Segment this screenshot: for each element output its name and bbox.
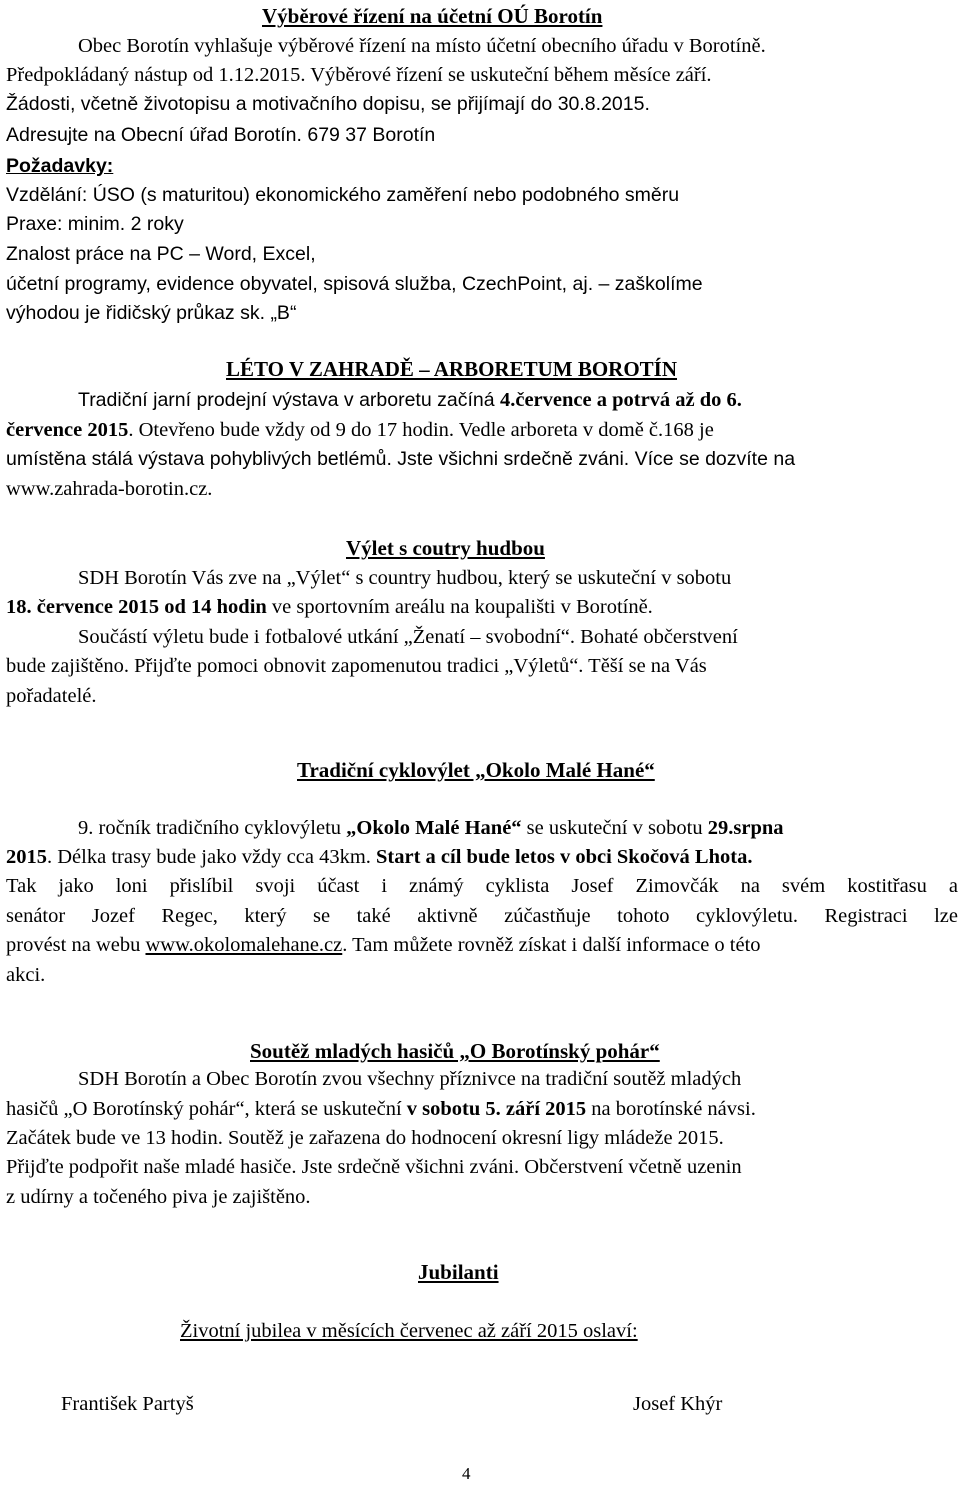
firefighters-line-1: SDH Borotín a Obec Borotín zvou všechny příznivce na tradiční soutěž mladých: [78, 1068, 742, 1090]
arboretum-website: www.zahrada-borotin.cz.: [6, 478, 213, 500]
section-title-cycling: Tradiční cyklovýlet „Okolo Malé Hané“: [297, 758, 655, 782]
arboretum-line-3: umístěna stálá výstava pohyblivých betlémů. Jste všichni srdečně zváni. Více se dozvíte na: [6, 448, 796, 470]
arboretum-line-1: [78, 388, 742, 412]
trip-date: 18. července 2015 od 14 hodin: [6, 596, 267, 618]
requirement-education: Vzdělání: ÚSO (s maturitou) ekonomického zaměření nebo podobného směru: [6, 184, 680, 206]
firefighters-line-5: z udírny a točeného piva je zajištěno.: [6, 1186, 311, 1208]
firefighters-line-3: Začátek bude ve 13 hodin. Soutěž je zařazena do hodnocení okresní ligy mládeže 2015.: [6, 1127, 724, 1149]
trip-line-1: SDH Borotín Vás zve na „Výlet“ s country hudbou, který se uskuteční v sobotu: [78, 567, 732, 589]
arboretum-line-2-text: . Otevřeno bude vždy od 9 do 17 hodin. Vedle arboreta v domě č.168 je: [128, 419, 714, 441]
trip-line-5: pořadatelé.: [6, 685, 97, 707]
firefighters-line-2-text-c: na borotínské návsi.: [586, 1098, 756, 1120]
cycling-line-1-text-a: 9. ročník tradičního cyklovýletu: [78, 817, 347, 839]
arboretum-dates-end: července 2015: [6, 419, 129, 441]
cycling-date: 29.srpna: [707, 817, 784, 839]
cycling-year: 2015: [6, 846, 47, 868]
cycling-website-link[interactable]: www.okolomalehane.cz: [145, 934, 343, 956]
cycling-line-5-text-a: provést na webu: [6, 934, 146, 956]
cycling-start-finish: Start a cíl bude letos v obci Skočová Lhota.: [376, 846, 753, 868]
job-text-line-4: Adresujte na Obecní úřad Borotín. 679 37 Borotín: [6, 124, 436, 146]
requirement-pc: Znalost práce na PC – Word, Excel,: [6, 243, 316, 265]
cycling-line-2: [6, 845, 752, 869]
section-title-firefighters: Soutěž mladých hasičů „O Borotínský pohár“: [250, 1039, 660, 1063]
section-title-arboretum: LÉTO V ZAHRADĚ – ARBORETUM BOROTÍN: [226, 357, 678, 381]
arboretum-dates-start: 4.července a potrvá až do 6.: [499, 389, 742, 411]
firefighters-date: v sobotu 5. září 2015: [406, 1098, 587, 1120]
trip-line-2-text: ve sportovním areálu na koupališti v Borotíně.: [266, 596, 653, 618]
trip-line-2: [6, 595, 653, 619]
section-title-trip: Výlet s coutry hudbou: [346, 536, 545, 560]
cycling-line-5-text-b: . Tam můžete rovněž získat i další informace o této: [342, 934, 761, 956]
firefighters-line-4: Přijďte podpořit naše mladé hasiče. Jste srdečně všichni zváni. Občerstvení včetně uzenin: [6, 1156, 742, 1178]
section-title-jubilants: Jubilanti: [418, 1260, 499, 1284]
trip-line-3: Součástí výletu bude i fotbalové utkání „Ženatí – svobodní“. Bohaté občerstvení: [78, 626, 738, 648]
cycling-event-name: „Okolo Malé Hané“: [346, 817, 522, 839]
jubilant-name-1: František Partyš: [61, 1393, 194, 1415]
firefighters-line-2: [6, 1097, 756, 1121]
requirement-software: účetní programy, evidence obyvatel, spisová služba, CzechPoint, aj. – zaškolíme: [6, 273, 703, 295]
arboretum-line-2: [6, 418, 714, 442]
jubilant-name-2: Josef Khýr: [633, 1393, 723, 1415]
page-number: 4: [462, 1464, 471, 1483]
job-text-line-1: Obec Borotín vyhlašuje výběrové řízení na místo účetní obecního úřadu v Borotíně.: [78, 35, 766, 57]
cycling-line-1: [78, 816, 784, 840]
requirement-license: výhodou je řidičský průkaz sk. „B“: [6, 302, 297, 324]
requirements-heading: Požadavky:: [6, 155, 114, 177]
cycling-line-2-text: . Délka trasy bude jako vždy cca 43km.: [47, 846, 377, 868]
trip-line-4: bude zajištěno. Přijďte pomoci obnovit zapomenutou tradici „Výletů“. Těší se na Vás: [6, 655, 707, 677]
firefighters-line-2-text-a: hasičů „O Borotínský pohár“, která se uskuteční: [6, 1098, 407, 1120]
cycling-line-5: [6, 933, 761, 957]
cycling-line-1-text-c: se uskuteční v sobotu: [521, 817, 708, 839]
section-title-job: Výběrové řízení na účetní OÚ Borotín: [262, 4, 603, 28]
requirement-practice: Praxe: minim. 2 roky: [6, 213, 184, 235]
cycling-line-4: senátor Jozef Regec, který se také aktivně zúčastňuje tohoto cyklovýletu. Registraci lze: [6, 905, 958, 927]
cycling-line-3: Tak jako loni přislíbil svoji účast i známý cyklista Josef Zimovčák na svém kostitřasu a: [6, 875, 958, 897]
job-text-line-3: Žádosti, včetně životopisu a motivačního dopisu, se přijímají do 30.8.2015.: [6, 93, 650, 115]
job-text-line-2: Předpokládaný nástup od 1.12.2015. Výběrové řízení se uskuteční během měsíce září.: [6, 64, 712, 86]
arboretum-line-1-text: Tradiční jarní prodejní výstava v arboretu začíná: [78, 389, 500, 411]
cycling-line-6: akci.: [6, 964, 46, 986]
jubilants-subtitle: Životní jubilea v měsících červenec až září 2015 oslaví:: [180, 1320, 638, 1342]
